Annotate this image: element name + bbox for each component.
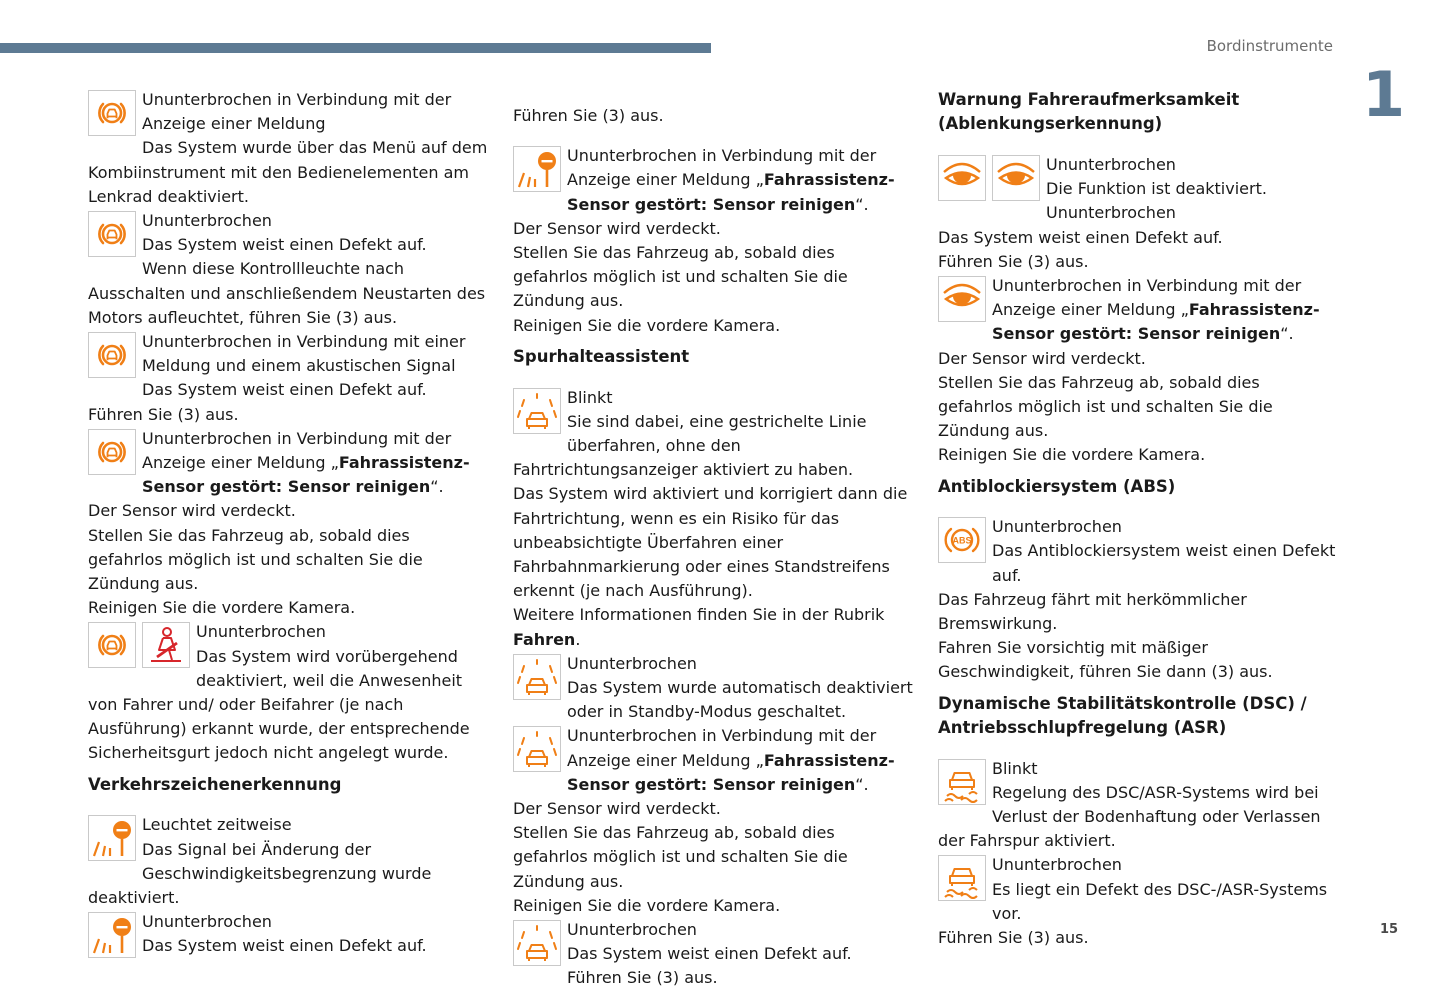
entry-text: Führen Sie (3) aus. (938, 251, 1089, 271)
entry-line: Das Antiblockiersystem weist einen Defekt (992, 541, 1336, 561)
entry-text: vor. (992, 903, 1022, 923)
seatbelt-icon (142, 622, 190, 668)
radar-icon (88, 622, 136, 668)
entry-line: Das System wurde automatisch deaktiviert (567, 677, 913, 697)
entry-text: Das Fahrzeug fährt mit herkömmlicher Bremswirkung. (938, 589, 1247, 634)
entry-text: Geschwindigkeitsbegrenzung wurde deaktiviert. (88, 863, 432, 907)
entry-line: Anzeige einer Meldung (142, 114, 326, 134)
lane-assist-icon (513, 920, 561, 966)
entry-line: Ununterbrochen (992, 855, 1122, 875)
text-run: Weitere Informationen finden Sie in der Rubrik (513, 605, 885, 625)
column-right (938, 88, 1338, 950)
entry-text: Stellen Sie das Fahrzeug ab, sobald dies gefahrlos möglich ist und schalten Sie die Zündung aus. (513, 243, 848, 311)
message-text: Fahrassistenz- (1188, 300, 1320, 320)
entry-text: Führen Sie (3) aus. (567, 968, 718, 988)
message-text: Fahrassistenz- (763, 750, 895, 770)
eye-icon (938, 155, 986, 201)
radar-icon (88, 332, 136, 378)
abs-icon (938, 517, 986, 563)
entry-text: Führen Sie (3) aus. (88, 404, 239, 424)
entry-text: Stellen Sie das Fahrzeug ab, sobald dies gefahrlos möglich ist und schalten Sie die Zündung aus. (938, 372, 1273, 441)
entry-block (513, 144, 913, 338)
entry-text: Verlust der Bodenhaftung oder Verlassen der Fahrspur aktiviert. (938, 806, 1321, 851)
entry-line: Meldung und einem akustischen Signal (142, 356, 456, 376)
entry-line (513, 193, 913, 217)
entry-block (88, 813, 488, 910)
dsc-skid-icon (938, 855, 986, 901)
entry-line: Ununterbrochen (567, 653, 697, 673)
entry-line: Ununterbrochen in Verbindung mit der (567, 146, 877, 166)
text-run: Anzeige einer Meldung „ (567, 750, 764, 770)
column-left (88, 88, 488, 959)
entry-line: Ununterbrochen in Verbindung mit der (142, 90, 452, 109)
entry-text: Der Sensor wird verdeckt. (88, 501, 296, 521)
section-heading: Warnung Fahreraufmerksamkeit (Ablenkungserkennung) (938, 90, 1240, 134)
entry-text: Der Sensor wird verdeckt. (513, 798, 721, 818)
text-run: . (575, 629, 581, 649)
entry-line: Blinkt (992, 758, 1038, 778)
entry-line: Das System weist einen Defekt auf. (142, 936, 427, 956)
lane-assist-icon (513, 388, 561, 434)
entry-block (513, 386, 913, 652)
entry-block (88, 427, 488, 621)
message-text: Sensor gestört: Sensor reinigen (567, 194, 856, 214)
entry-block (513, 724, 913, 918)
entry-text: Das System wurde über das Menü auf dem Kombiinstrument mit den Bedienelementen am Lenkrad deaktiviert. (88, 138, 488, 206)
entry-block (88, 620, 488, 765)
lane-assist-icon (513, 726, 561, 772)
page-number: 15 (1380, 922, 1399, 937)
section-heading: Dynamische Stabilitätskontrolle (DSC) / Antriebsschlupfregelung (ASR) (938, 693, 1307, 737)
entry-block (88, 88, 488, 209)
message-text: Sensor gestört: Sensor reinigen (142, 477, 431, 497)
text-run: Anzeige einer Meldung „ (992, 300, 1189, 320)
entry-line: Ununterbrochen in Verbindung mit der (567, 726, 877, 746)
entry-text: deaktiviert, weil die Anwesenheit von Fahrer und/ oder Beifahrer (je nach Ausführung) erkannt wurde, der entsprechende Sicherheitsgurt jedoch nicht angelegt wurde. (88, 670, 470, 763)
entry-text: Der Sensor wird verdeckt. (938, 348, 1146, 368)
entry-line: Ununterbrochen (142, 912, 272, 932)
entry-text: Führen Sie (3) aus. (938, 928, 1089, 947)
entry-text: Wenn diese Kontrollleuchte nach Ausschalten und anschließendem Neustarten des Motors aufleuchtet, führen Sie (3) aus. (88, 259, 486, 327)
entry-text: Der Sensor wird verdeckt. (513, 218, 721, 238)
entry-text: Das System weist einen Defekt auf. (938, 227, 1223, 247)
eye-icon (992, 155, 1040, 201)
header-bar (0, 43, 711, 53)
text-run: “. (430, 477, 444, 497)
entry-text (513, 603, 913, 651)
entry-line: Das System weist einen Defekt auf. (567, 944, 852, 964)
entry-text: Fahren Sie vorsichtig mit mäßiger Geschwindigkeit, führen Sie dann (3) aus. (938, 638, 1273, 682)
entry-text: Reinigen Sie die vordere Kamera. (513, 895, 781, 915)
entry-line: Es liegt ein Defekt des DSC-/ASR-Systems (992, 879, 1328, 899)
radar-icon (88, 211, 136, 257)
entry-block (513, 918, 913, 991)
entry-block (88, 910, 488, 958)
text-run: “. (855, 194, 869, 214)
entry-text: Reinigen Sie die vordere Kamera. (88, 598, 356, 618)
entry-line: Ununterbrochen (142, 211, 272, 231)
section-heading: Verkehrszeichenerkennung (88, 774, 342, 794)
section-heading: Antiblockiersystem (ABS) (938, 476, 1176, 496)
text-run: Anzeige einer Meldung „ (567, 170, 764, 190)
entry-text: Das System wird aktiviert und korrigiert dann die Fahrtrichtung, wenn es ein Risiko für das unbeabsichtigte Überfahren einer Fahrbahnmarkierung oder eines Standstreifens erkennt (je nach Ausführung). (513, 484, 908, 601)
section-heading: Spurhalteassistent (513, 346, 690, 366)
entry-line (88, 475, 488, 499)
entry-line: Ununterbrochen in Verbindung mit der (992, 275, 1302, 295)
entry-line (88, 451, 488, 475)
entry-line: Sie sind dabei, eine gestrichelte Linie (567, 411, 867, 431)
eye-icon (938, 276, 986, 322)
dsc-skid-icon (938, 759, 986, 805)
entry-line: Ununterbrochen in Verbindung mit der (142, 428, 452, 448)
entry-line: Die Funktion ist deaktiviert. (1046, 179, 1267, 199)
entry-block (938, 153, 1338, 274)
text-run: Anzeige einer Meldung „ (142, 453, 339, 473)
speed-sign-icon (513, 146, 561, 192)
entry-text: auf. (992, 565, 1022, 585)
message-text: Fahrassistenz- (338, 453, 470, 473)
text-run: “. (1280, 324, 1294, 344)
entry-text: Stellen Sie das Fahrzeug ab, sobald dies gefahrlos möglich ist und schalten Sie die Zündung aus. (88, 525, 423, 594)
entry-block (938, 853, 1338, 950)
entry-line: Das System wird vorübergehend (196, 646, 458, 666)
lane-assist-icon (513, 654, 561, 700)
radar-icon (88, 90, 136, 136)
text-run: “. (855, 774, 869, 794)
entry-block (513, 652, 913, 725)
entry-line: Das System weist einen Defekt auf. (142, 235, 427, 255)
entry-text: Stellen Sie das Fahrzeug ab, sobald dies gefahrlos möglich ist und schalten Sie die Zündung aus. (513, 823, 848, 891)
entry-line: Ununterbrochen (567, 920, 697, 939)
section-reference: Fahren (513, 629, 576, 649)
message-text: Sensor gestört: Sensor reinigen (992, 324, 1281, 344)
entry-line: Regelung des DSC/ASR-Systems wird bei (992, 782, 1319, 802)
entry-line: Ununterbrochen (196, 622, 326, 642)
entry-text: Ununterbrochen (1046, 203, 1176, 223)
entry-text: Reinigen Sie die vordere Kamera. (938, 445, 1206, 465)
entry-block (938, 757, 1338, 854)
entry-text: überfahren, ohne den Fahrtrichtungsanzeiger aktiviert zu haben. (513, 435, 854, 480)
entry-line (938, 322, 1338, 346)
entry-line (513, 773, 913, 797)
entry-line (513, 168, 913, 192)
chapter-number: 1 (1362, 58, 1406, 131)
entry-text: Reinigen Sie die vordere Kamera. (513, 315, 781, 335)
speed-sign-icon (88, 815, 136, 861)
entry-line (513, 749, 913, 773)
radar-icon (88, 429, 136, 475)
entry-line (938, 298, 1338, 322)
message-text: Sensor gestört: Sensor reinigen (567, 774, 856, 794)
entry-line: Ununterbrochen (992, 517, 1122, 537)
entry-block (938, 274, 1338, 468)
entry-line: Blinkt (567, 387, 613, 407)
entry-line: Das Signal bei Änderung der (142, 839, 372, 859)
entry-block (88, 209, 488, 330)
entry-text: oder in Standby-Modus geschaltet. (567, 702, 847, 722)
message-text: Fahrassistenz- (763, 170, 895, 190)
abs-label: ABS (952, 535, 972, 546)
entry-block (88, 330, 488, 427)
entry-text: Das System weist einen Defekt auf. (142, 380, 427, 400)
entry-line: Ununterbrochen in Verbindung mit einer (142, 332, 466, 352)
entry-line: Leuchtet zeitweise (142, 815, 292, 835)
column-middle (513, 88, 913, 991)
section-title: Bordinstrumente (1206, 37, 1333, 55)
speed-sign-icon (88, 912, 136, 958)
entry-line: Ununterbrochen (1046, 154, 1176, 174)
entry-block (938, 515, 1338, 684)
entry-text: Führen Sie (3) aus. (513, 106, 664, 125)
